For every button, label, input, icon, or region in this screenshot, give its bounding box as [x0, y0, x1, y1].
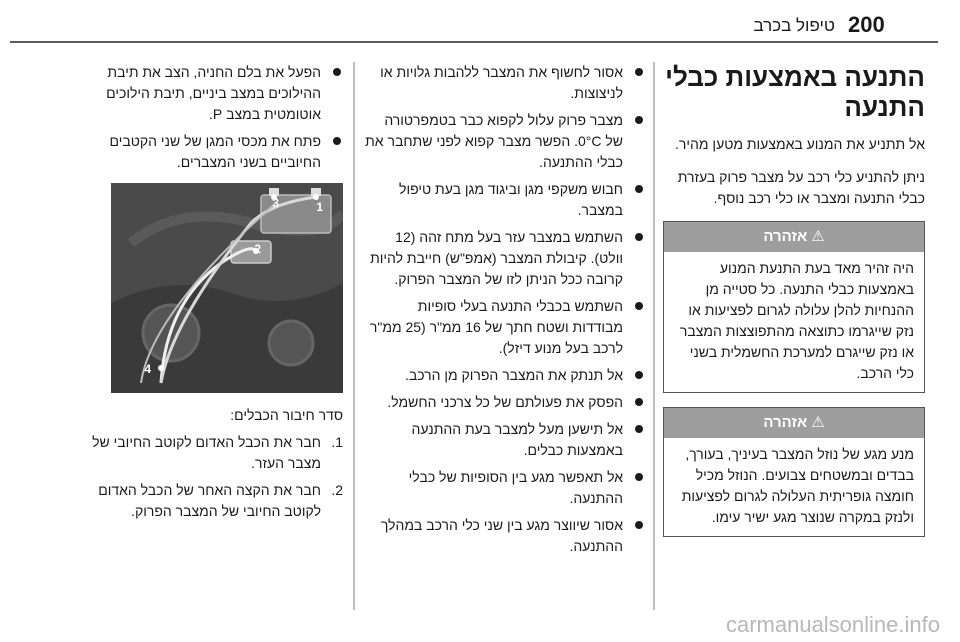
middle-column: [365, 62, 645, 563]
prep-list: [60, 62, 343, 173]
bullet-icon: [333, 68, 341, 76]
list-item: חבוש משקפי מגן וביגוד מגן בעת טיפול במצבר.: [365, 179, 645, 221]
step-item: 1. חבר את הכבל האדום לקוטב החיובי של מצבר העזר.: [92, 434, 343, 471]
intro-paragraph: אל תתניע את המנוע באמצעות מטען מהיר.: [675, 136, 925, 152]
warning-header: [664, 408, 924, 438]
warning-box: [663, 407, 925, 537]
bullet-icon: [333, 137, 341, 145]
list-item: השתמש במצבר עזר בעל מתח זהה (12 וולט). קיבולת המצבר (אמפ"ש) חייבת להיות קרובה ככל הניתן לזו של המצבר הפרוק.: [365, 227, 645, 290]
warning-box: [663, 221, 925, 393]
warning-label: אזהרה: [763, 414, 808, 431]
list-item: אל תישען מעל למצבר בעת ההתנעה באמצעות כבלים.: [365, 419, 645, 461]
list-item: אל תנתק את המצבר הפרוק מן הרכב.: [365, 365, 645, 386]
list-item: השתמש בכבלי התנעה בעלי סופיות מבודדות ושטח חתך של 16 ממ"ר (25 ממ"ר לרכב בעל מנוע דיזל).: [365, 296, 645, 359]
figure-callout-4: 4: [144, 362, 151, 376]
warning-triangle-icon: ⚠: [811, 228, 825, 245]
figure-callout-1: 1: [316, 200, 323, 214]
bullet-icon: [635, 371, 643, 379]
bullet-icon: [635, 185, 643, 193]
figure-callout-2: 2: [254, 242, 261, 256]
page-header: [0, 0, 960, 44]
bullet-icon: [635, 473, 643, 481]
connection-steps: [60, 432, 343, 522]
page-number: 200: [848, 12, 885, 37]
bullet-icon: [635, 302, 643, 310]
bullet-icon: [635, 116, 643, 124]
list-item: הפעל את בלם החניה, הצב את תיבת ההילוכים במצב ביניים, תיבת הילוכים אוטומטית במצב P.: [60, 62, 343, 125]
section-title: טיפול בכרב: [753, 16, 835, 35]
warning-text: מנע מגע של נוזל המצבר בעיניך, בעורך, בבדים ובמשטחים צבועים. הנוזל מכיל חומצה גופריתית העלולה לגרום לפציעות ולנזק במקרה שנוצר מגע ישיר עימו.: [681, 446, 914, 525]
intro-paragraph-2: ניתן להתניע כלי רכב על מצבר פרוק בעזרת כבלי התנעה ומצבר או כלי רכב נוסף.: [677, 169, 925, 206]
bullet-icon: [635, 521, 643, 529]
list-item: אסור לחשוף את המצבר ללהבות גלויות או לניצוצות.: [365, 62, 645, 104]
warning-label: אזהרה: [763, 228, 808, 245]
left-column: [60, 62, 343, 528]
header-rule: [10, 41, 938, 43]
column-divider: [653, 62, 655, 610]
right-column: [663, 62, 925, 551]
watermark: carmanualsonline.info: [725, 612, 940, 637]
bullet-icon: [635, 68, 643, 76]
column-divider: [353, 62, 355, 610]
warning-text: היה זהיר מאד בעת התנעת המנוע באמצעות כבלי התנעה. כל סטייה מן ההנחיות להלן עלולה לגרום לפציעות או נזק שייגרמו כתוצאה מהתפוצצות המצבר או נזק שייגרם למערכת החשמלית בשני כלי הרכב.: [679, 260, 914, 381]
engine-bay-illustration: [111, 183, 343, 393]
list-item: אסור שיווצר מגע בין שני כלי הרכב במהלך ההתנעה.: [365, 515, 645, 557]
page-title: התנעה באמצעות כבלי התנעה: [665, 62, 925, 122]
bullet-icon: [635, 398, 643, 406]
list-item: הפסק את פעולתם של כל צרכני החשמל.: [365, 392, 645, 413]
bullet-icon: [635, 425, 643, 433]
list-item: מצבר פרוק עלול לקפוא כבר בטמפרטורה של 0°C. הפשר מצבר קפוא לפני שתחבר את כבלי ההתנעה.: [365, 110, 645, 173]
sequence-title: סדר חיבור הכבלים:: [230, 407, 343, 423]
bullet-icon: [635, 233, 643, 241]
safety-list: [365, 62, 645, 557]
jump-start-diagram: [111, 183, 343, 393]
list-item: אל תאפשר מגע בין הסופיות של כבלי ההתנעה.: [365, 467, 645, 509]
step-item: 2. חבר את הקצה האחר של הכבל האדום לקוטב החיובי של המצבר הפרוק.: [98, 482, 343, 519]
warning-triangle-icon: ⚠: [811, 414, 825, 431]
list-item: פתח את מכסי המגן של שני הקטבים החיוביים בשני המצברים.: [60, 131, 343, 173]
figure-callout-3: 3: [272, 196, 279, 210]
warning-header: [664, 222, 924, 252]
